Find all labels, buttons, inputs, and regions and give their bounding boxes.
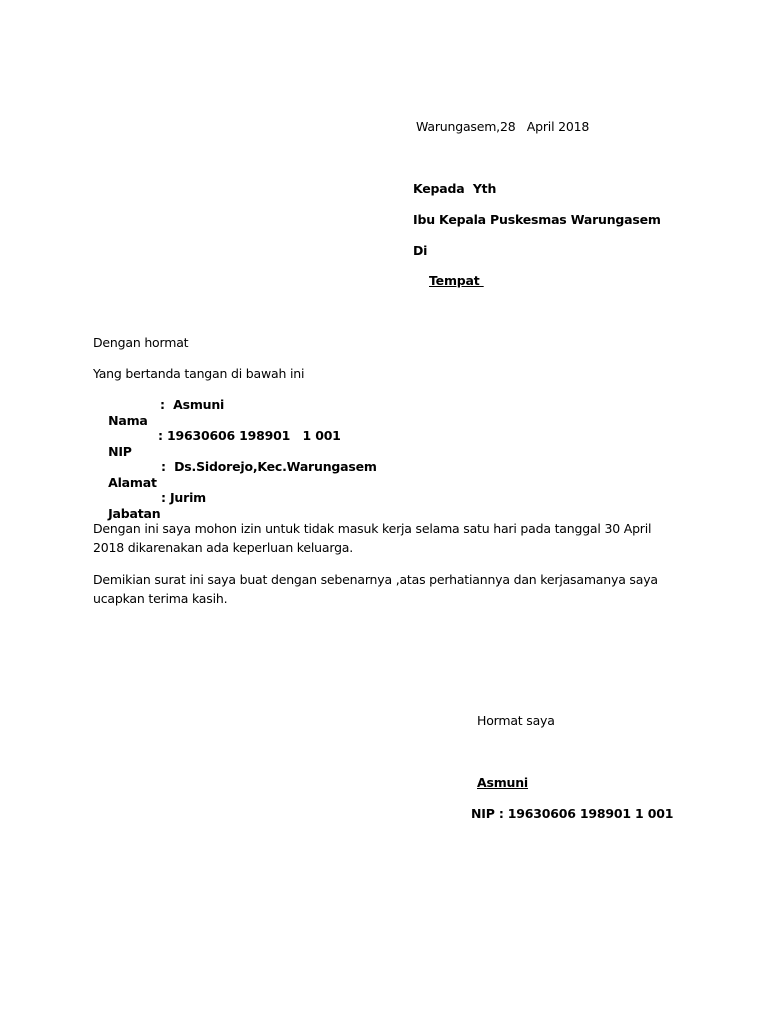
recipient-place: Tempat [429, 273, 484, 288]
field-separator: : [161, 459, 166, 474]
greeting: Dengan hormat [93, 335, 189, 350]
signature-closing: Hormat saya [477, 713, 555, 728]
place-date: Warungasem,28 April 2018 [416, 119, 590, 134]
closing-paragraph: Demikian surat ini saya buat dengan sebenarnya ,atas perhatiannya dan kerjasamanya saya ucapkan terima kasih. [93, 572, 658, 606]
signature-name: Asmuni [477, 775, 529, 790]
field-label: NIP [108, 444, 132, 459]
field-label: Alamat [108, 475, 157, 490]
signature-nip: NIP : 19630606 198901 1 001 [471, 806, 674, 821]
field-value-nip [158, 428, 341, 444]
field-separator: : [158, 428, 163, 443]
field-label: Nama [108, 413, 148, 428]
field-value: Ds.Sidorejo,Kec.Warungasem [174, 459, 377, 474]
field-value-alamat [161, 459, 377, 475]
body-paragraph: Dengan ini saya mohon izin untuk tidak masuk kerja selama satu hari pada tanggal 30 April 2018 dikarenakan ada keperluan keluarga. [93, 521, 652, 555]
field-value: Jurim [169, 490, 206, 505]
intro-text: Yang bertanda tangan di bawah ini [93, 366, 305, 381]
field-value: Asmuni [173, 397, 225, 412]
field-separator: : [160, 397, 165, 412]
recipient-name: Ibu Kepala Puskesmas Warungasem [413, 212, 661, 227]
field-value: 19630606 198901 1 001 [166, 428, 341, 443]
recipient-at: Di [413, 243, 428, 258]
field-separator: : [161, 490, 166, 505]
field-value-nama [160, 397, 224, 413]
field-value-jabatan [161, 490, 206, 506]
recipient-salutation: Kepada Yth [413, 181, 497, 196]
field-label: Jabatan [108, 506, 161, 521]
